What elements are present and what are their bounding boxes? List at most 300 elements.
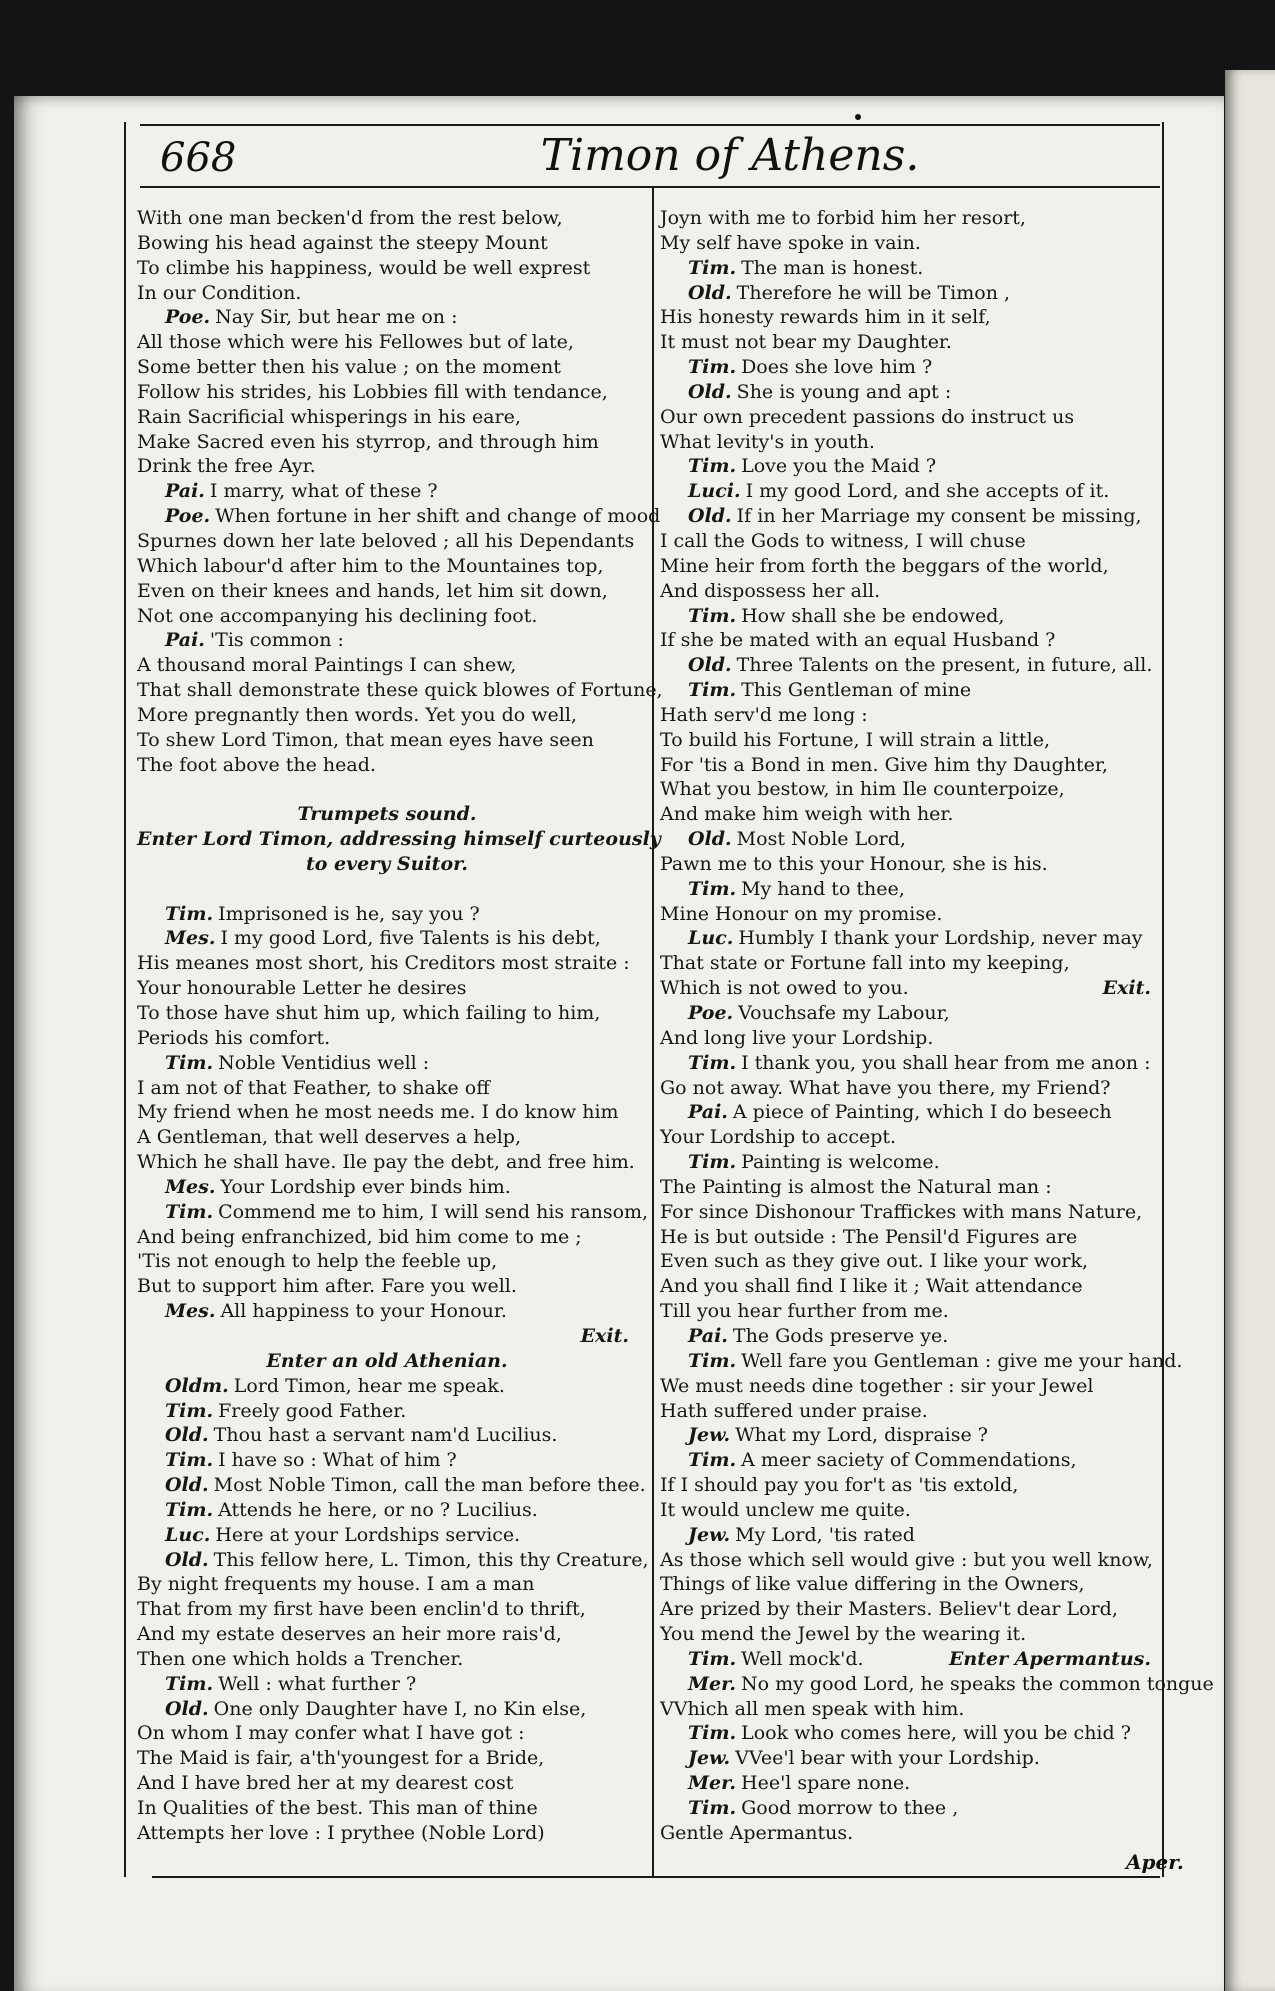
verse-line [660,281,1165,306]
verse-line [660,678,1165,703]
line-text: I thank you, you shall hear from me anon : [741,1051,1151,1074]
speaker-prefix: Pai. [165,480,205,503]
line-text: Go not away. What have you there, my Friend? [660,1076,1111,1099]
verse-line [137,579,637,604]
stage-direction: Enter Lord Timon, addressing himself curteously [137,828,661,851]
verse-line [660,1225,1165,1250]
verse-line [137,1175,637,1200]
verse-line [660,703,1165,728]
line-text: I marry, what of these ? [209,480,438,503]
verse-line [137,1150,637,1175]
verse-line [137,1299,637,1324]
stage-direction: Enter an old Athenian. [266,1349,508,1372]
verse-line [137,1821,637,1846]
verse-line [137,1672,637,1697]
verse-line [137,1225,637,1250]
line-text: That state or Fortune fall into my keeping, [660,952,1070,975]
line-text: It would unclew me quite. [660,1498,911,1521]
stage-direction-inline: Exit. [1102,977,1151,1000]
verse-line [660,1399,1165,1424]
verse-line [137,628,637,653]
verse-line [137,1026,637,1051]
speaker-prefix: Jew. [688,1747,731,1770]
top-rule [140,124,1160,126]
speaker-prefix: Tim. [688,1797,737,1819]
verse-line [137,926,637,951]
line-text: One only Daughter have I, no Kin else, [213,1697,587,1720]
line-text: To shew Lord Timon, that mean eyes have seen [137,728,594,751]
speaker-prefix: Tim. [688,1349,737,1372]
verse-line [660,1423,1165,1448]
verse-line [660,1672,1214,1697]
verse-line [660,405,1165,430]
speaker-prefix: Tim. [688,1722,737,1745]
line-text: You mend the Jewel by the wearing it. [660,1623,1027,1646]
line-text: A thousand moral Paintings I can shew, [137,654,517,677]
line-text: VVhich all men speak with him. [660,1697,965,1720]
verse-line [660,454,1165,479]
line-text: The man is honest. [741,256,924,279]
verse-line [660,305,1165,330]
header-rule [140,186,1160,188]
line-text: What you bestow, in him Ile counterpoize, [660,778,1065,801]
line-text: Commend me to him, I will send his ransom, [218,1200,649,1223]
page-number: 668 [160,135,237,181]
verse-line [137,1473,646,1498]
line-text: But to support him after. Fare you well. [137,1275,517,1298]
speaker-prefix: Tim. [688,604,737,627]
line-text: We must needs dine together : sir your Jewel [660,1374,1094,1397]
line-text: Which is not owed to you. [660,977,909,1000]
verse-line [660,1498,1165,1523]
verse-line [660,1548,1165,1573]
line-text: How shall she be endowed, [741,604,1005,627]
ink-dot [855,114,861,120]
verse-line [660,479,1165,504]
line-text: Gentle Apermantus. [660,1821,854,1844]
line-text: To climbe his happiness, would be well exprest [137,256,591,279]
verse-line [137,1249,637,1274]
speaker-prefix: Pai. [688,1101,728,1124]
verse-line [660,1721,1165,1746]
line-text: Spurnes down her late beloved ; all his Dependants [137,529,635,552]
line-text: And you shall find I like it ; Wait attendance [660,1275,1083,1298]
verse-line [137,976,637,1001]
speaker-prefix: Tim. [688,1051,737,1074]
line-text: 'Tis not enough to help the feeble up, [137,1250,498,1273]
verse-line [660,256,1165,281]
line-text: Therefore he will be Timon , [736,281,1011,304]
line-text: On whom I may confer what I have got : [137,1722,525,1745]
verse-line [660,728,1165,753]
speaker-prefix: Old. [165,1697,209,1720]
line-text: Does she love him ? [741,356,933,379]
line-text: Rain Sacrificial whisperings in his eare, [137,405,521,428]
verse-line [137,1051,637,1076]
line-text: And long live your Lordship. [660,1026,934,1049]
facing-page-edge [1225,70,1275,1991]
speaker-prefix: Tim. [165,1051,214,1074]
line-text: My self have spoke in vain. [660,231,921,254]
line-text: Well mock'd. [741,1647,864,1670]
verse-line [137,355,637,380]
speaker-prefix: Tim. [165,1498,214,1521]
line-text: If she be mated with an equal Husband ? [660,629,1056,652]
line-text: Mine heir from forth the beggars of the world, [660,554,1109,577]
verse-line [137,1274,637,1299]
verse-line [660,1076,1165,1101]
verse-line [660,1150,1165,1175]
line-text: Some better then his value ; on the moment [137,356,561,379]
verse-line [137,653,637,678]
line-text: The foot above the head. [137,753,376,776]
line-text: All those which were his Fellowes but of late, [137,331,574,354]
verse-line [660,926,1165,951]
line-text: Most Noble Lord, [736,828,906,851]
line-text: Are prized by their Masters. Believ't dear Lord, [660,1598,1118,1621]
blank-line [137,777,637,802]
verse-line [137,504,661,529]
verse-line [137,305,637,330]
line-text: Lord Timon, hear me speak. [233,1374,505,1397]
line-text: Our own precedent passions do instruct us [660,405,1075,428]
verse-line [137,529,637,554]
line-text: And my estate deserves an heir more rais'd, [137,1623,562,1646]
line-text: What levity's in youth. [660,430,875,453]
line-text: Till you hear further from me. [660,1300,949,1323]
speaker-prefix: Jew. [688,1523,731,1546]
line-text: Hath suffered under praise. [660,1399,928,1422]
verse-line [137,1125,637,1150]
line-text: Thou hast a servant nam'd Lucilius. [213,1424,558,1447]
speaker-prefix: Pai. [688,1324,728,1347]
line-text: When fortune in her shift and change of mood [215,505,661,528]
line-text: I have so : What of him ? [218,1449,457,1472]
right-text-column [660,206,1214,1846]
speaker-prefix: Old. [165,1474,209,1497]
line-text: Love you the Maid ? [741,455,937,478]
line-text: Your Lordship to accept. [660,1126,897,1149]
line-text: VVee'l bear with your Lordship. [735,1747,1040,1770]
verse-line [660,653,1165,678]
line-text: For 'tis a Bond in men. Give him thy Daughter, [660,753,1108,776]
verse-line [137,1548,649,1573]
speaker-prefix: Old. [165,1424,209,1447]
line-text: And being enfranchized, bid him come to me ; [137,1225,582,1248]
verse-line [137,231,637,256]
speaker-prefix: Tim. [165,1399,214,1422]
line-text: Bowing his head against the steepy Mount [137,231,548,254]
line-text: Hee'l spare none. [741,1772,911,1795]
exit-direction-line [137,1324,637,1349]
verse-line [660,1175,1165,1200]
line-text: If I should pay you for't as 'tis extold, [660,1474,1019,1497]
verse-line [137,1200,649,1225]
verse-line [660,1200,1165,1225]
verse-line [660,628,1165,653]
speaker-prefix: Old. [165,1548,209,1571]
line-text: Most Noble Timon, call the man before thee. [213,1474,646,1497]
running-title: Timon of Athens. [540,130,920,181]
line-text: Make Sacred even his styrrop, and through him [137,430,599,453]
speaker-prefix: Mes. [165,1175,216,1198]
verse-line [137,1076,637,1101]
verse-line [137,1721,637,1746]
line-text: Attends he here, or no ? Lucilius. [218,1498,538,1521]
line-text: Noble Ventidius well : [218,1051,430,1074]
line-text: The Painting is almost the Natural man : [660,1175,1052,1198]
line-text: My friend when he most needs me. I do know him [137,1101,619,1124]
verse-line [137,604,637,629]
verse-line [660,1622,1165,1647]
verse-line [137,1746,637,1771]
speaker-prefix: Tim. [688,679,737,702]
speaker-prefix: Old. [688,828,732,851]
line-text: In our Condition. [137,281,302,304]
speaker-prefix: Tim. [165,1200,214,1223]
verse-line [660,1647,1165,1672]
verse-line [660,1821,1165,1846]
blank-line [137,877,637,902]
verse-line [137,430,637,455]
verse-line [137,1622,637,1647]
line-text: Things of like value differing in the Owners, [660,1573,1085,1596]
line-text: Painting is welcome. [741,1151,940,1174]
line-text: And I have bred her at my dearest cost [137,1772,514,1795]
verse-line [137,380,637,405]
catchword: Aper. [1126,1850,1184,1874]
verse-line [137,1498,637,1523]
verse-line [137,281,637,306]
line-text: Your Lordship ever binds him. [220,1175,511,1198]
speaker-prefix: Tim. [165,1672,214,1695]
verse-line [660,206,1165,231]
line-text: Then one which holds a Trencher. [137,1647,464,1670]
speaker-prefix: Tim. [688,356,737,379]
line-text: Mine Honour on my promise. [660,902,943,925]
verse-line [660,1597,1165,1622]
line-text: No my good Lord, he speaks the common tongue [741,1672,1214,1695]
verse-line [660,777,1165,802]
speaker-prefix: Luc. [165,1523,211,1546]
speaker-prefix: Old. [688,380,732,403]
speaker-prefix: Old. [688,654,732,677]
speaker-prefix: Mer. [688,1672,737,1695]
verse-line [137,554,637,579]
verse-line [660,380,1165,405]
verse-line [660,529,1165,554]
line-text: Vouchsafe my Labour, [738,1002,950,1024]
speaker-prefix: Luc. [688,927,734,950]
verse-line [660,330,1165,355]
line-text: To build his Fortune, I will strain a little, [660,728,1051,751]
line-text: Your honourable Letter he desires [137,977,467,1000]
line-text: Which labour'd after him to the Mountaines top, [137,554,604,577]
verse-line [660,827,1165,852]
line-text: If in her Marriage my consent be missing, [736,505,1142,528]
stage-direction: to every Suitor. [305,852,469,875]
line-text: As those which sell would give : but you well know, [660,1548,1153,1571]
verse-line [137,405,637,430]
verse-line [137,728,637,753]
verse-line [660,604,1165,629]
line-text: More pregnantly then words. Yet you do well, [137,703,577,726]
line-text: The Gods preserve ye. [732,1324,949,1347]
line-text: I my good Lord, and she accepts of it. [745,480,1110,503]
verse-line [137,479,637,504]
speaker-prefix: Tim. [688,877,737,900]
exit-direction: Exit. [580,1324,629,1347]
verse-line [137,1771,637,1796]
verse-line [660,1274,1165,1299]
verse-line [137,1572,637,1597]
line-text: A Gentleman, that well deserves a help, [137,1126,521,1149]
line-text: His honesty rewards him in it self, [660,306,991,329]
verse-line [137,678,663,703]
line-text: It must not bear my Daughter. [660,331,952,354]
verse-line [137,1423,637,1448]
verse-line [660,1796,1165,1821]
speaker-prefix: Pai. [165,629,205,652]
verse-line [137,1697,637,1722]
line-text: Freely good Father. [218,1399,407,1422]
speaker-prefix: Poe. [165,306,211,329]
verse-line [660,1697,1165,1722]
line-text: Pawn me to this your Honour, she is his. [660,852,1048,875]
verse-line [137,1448,637,1473]
verse-line [660,504,1165,529]
line-text: Not one accompanying his declining foot. [137,604,538,627]
verse-line [660,976,1165,1001]
speaker-prefix: Jew. [688,1424,731,1447]
verse-line [660,1125,1165,1150]
speaker-prefix: Tim. [688,1151,737,1174]
verse-line [137,1399,637,1424]
verse-line [660,1448,1165,1473]
line-text: That shall demonstrate these quick blowes of Fortune, [137,679,663,702]
line-text: Imprisoned is he, say you ? [218,902,480,925]
line-text: Even on their knees and hands, let him sit down, [137,579,608,602]
verse-line [137,1001,637,1026]
verse-line [660,802,1165,827]
verse-line [660,1473,1165,1498]
verse-line [137,206,637,231]
speaker-prefix: Tim. [688,1647,737,1670]
line-text: Humbly I thank your Lordship, never may [738,927,1143,950]
verse-line [137,753,637,778]
line-text: And dispossess her all. [660,579,881,602]
verse-line [660,1100,1165,1125]
line-text: Even such as they give out. I like your work, [660,1250,1089,1273]
verse-line [137,902,637,927]
line-text: Attempts her love : I prythee (Noble Lord) [137,1821,545,1844]
verse-line [660,1523,1165,1548]
line-text: In Qualities of the best. This man of thine [137,1797,538,1819]
speaker-prefix: Tim. [165,1449,214,1472]
line-text: Hath serv'd me long : [660,703,868,726]
speaker-prefix: Poe. [165,505,211,528]
line-text: Which he shall have. Ile pay the debt, and free him. [137,1151,635,1174]
verse-line [660,753,1165,778]
speaker-prefix: Mes. [165,927,216,950]
speaker-prefix: Tim. [688,256,737,279]
left-text-column [137,206,663,1846]
speaker-prefix: Mer. [688,1772,737,1795]
speaker-prefix: Oldm. [165,1374,229,1397]
speaker-prefix: Tim. [688,1449,737,1472]
verse-line [660,1026,1165,1051]
verse-line [660,1746,1165,1771]
stage-direction-inline: Enter Apermantus. [948,1647,1151,1670]
speaker-prefix: Old. [688,505,732,528]
line-text: Joyn with me to forbid him her resort, [660,207,1026,229]
line-text: A piece of Painting, which I do beseech [732,1101,1112,1124]
verse-line [660,1572,1165,1597]
line-text: A meer saciety of Commendations, [741,1449,1077,1472]
verse-line [137,1374,637,1399]
speaker-prefix: Poe. [688,1002,734,1024]
line-text: Periods his comfort. [137,1026,331,1049]
verse-line [137,703,637,728]
line-text: With one man becken'd from the rest below, [137,207,563,229]
verse-line [660,902,1165,927]
verse-line [660,1349,1183,1374]
line-text: And make him weigh with her. [660,803,954,826]
verse-line [660,1051,1165,1076]
verse-line [137,1647,637,1672]
verse-line [137,256,637,281]
line-text: This Gentleman of mine [741,679,972,702]
speaker-prefix: Mes. [165,1300,216,1323]
line-text: She is young and apt : [736,380,952,403]
line-text: By night frequents my house. I am a man [137,1573,535,1596]
line-text: Well fare you Gentleman : give me your hand. [741,1349,1183,1372]
speaker-prefix: Tim. [688,455,737,478]
line-text: For since Dishonour Traffickes with mans Nature, [660,1200,1143,1223]
line-text: I my good Lord, five Talents is his debt, [220,927,601,950]
verse-line [660,1771,1165,1796]
line-text: All happiness to your Honour. [220,1300,507,1323]
line-text: His meanes most short, his Creditors most straite : [137,952,630,975]
line-text: That from my first have been enclin'd to thrift, [137,1598,586,1621]
bottom-rule [152,1876,1160,1878]
line-text: Good morrow to thee , [741,1797,959,1819]
verse-line [660,355,1165,380]
verse-line [137,454,637,479]
verse-line [660,1001,1165,1026]
line-text: Follow his strides, his Lobbies fill with tendance, [137,380,608,403]
line-text: Look who comes here, will you be chid ? [741,1722,1131,1745]
line-text: My hand to thee, [741,877,905,900]
verse-line [660,1249,1165,1274]
verse-line [660,579,1165,604]
verse-line [137,1796,637,1821]
verse-line [660,852,1165,877]
line-text: My Lord, 'tis rated [735,1523,915,1546]
line-text: I am not of that Feather, to shake off [137,1076,490,1099]
column-divider [652,188,654,1876]
speaker-prefix: Tim. [165,902,214,925]
verse-line [660,231,1165,256]
line-text: This fellow here, L. Timon, this thy Creature, [213,1548,649,1571]
verse-line [660,1374,1165,1399]
verse-line [137,330,637,355]
speaker-prefix: Old. [688,281,732,304]
verse-line [660,1299,1165,1324]
line-text: 'Tis common : [209,629,344,652]
line-text: Drink the free Ayr. [137,455,316,478]
line-text: Nay Sir, but hear me on : [215,306,458,329]
